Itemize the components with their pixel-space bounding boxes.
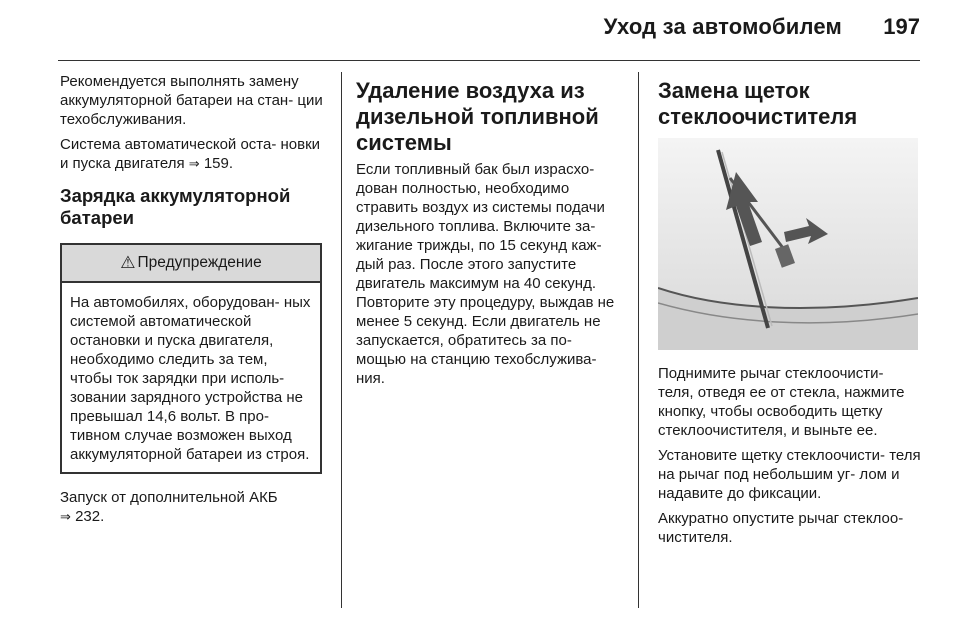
column-divider-1 — [341, 72, 342, 608]
header-divider — [58, 60, 920, 61]
wiper-lower-text: Аккуратно опустите рычаг стеклоо- чистителя. — [658, 510, 904, 546]
diesel-bleeding-heading: Удаление воздуха из дизельной топливной системы — [356, 78, 599, 155]
wiper-blade-illustration — [658, 138, 918, 350]
warning-triangle-icon: ⚠ — [120, 253, 136, 272]
page-header — [0, 0, 960, 62]
section-title: Уход за автомобилем — [603, 14, 842, 39]
page-number: 197 — [883, 14, 920, 39]
warning-header — [62, 245, 320, 283]
reference-arrow-icon: ⇒ — [60, 509, 71, 524]
jump-start-text: Запуск от дополнительной АКБ — [60, 489, 278, 506]
diesel-bleeding-text: Если топливный бак был израсхо- дован полностью, необходимо стравить воздух из системы подачи дизельного топлива. Включите за- жигание трижды, по 15 секунд каж- дый раз. После этого запустите двигатель максимум на 40 секунд. Повторите эту процедуру, выждав не менее 5 секунд. Если двигатель не запускается, обратитесь за по- мощью на станцию техобслужива- ния. — [356, 161, 615, 387]
start-stop-reference-text — [60, 135, 326, 173]
column-divider-2 — [638, 72, 639, 608]
column-middle — [356, 72, 624, 394]
wiper-blade-heading: Замена щеток стеклоочистителя — [658, 78, 858, 129]
start-stop-page-ref[interactable]: 159. — [203, 155, 234, 172]
reference-arrow-icon: ⇒ — [188, 156, 200, 171]
wiper-remove-text: Поднимите рычаг стеклоочисти- теля, отведя ее от стекла, нажмите кнопку, чтобы освободить щетку стеклоочистителя, и выньте ее. — [658, 365, 905, 439]
warning-box — [60, 243, 322, 474]
warning-title: Предупреждение — [137, 254, 262, 271]
battery-charging-heading: Зарядка аккумуляторной батареи — [60, 185, 291, 228]
start-stop-text: Система автоматической оста- новки и пуска двигателя — [60, 136, 321, 172]
jump-start-page-ref[interactable]: 232. — [75, 508, 105, 525]
warning-body: На автомобилях, оборудован- ных системой автоматической остановки и пуска двигателя, необходимо следить за тем, чтобы ток зарядки при исполь- зовании зарядного устройства не превышал 14,6 вольт. В про- тивном случае возможен выход аккумуляторной батареи из строя. — [70, 294, 311, 463]
battery-replacement-text: Рекомендуется выполнять замену аккумуляторной батареи на стан- ции техобслуживания. — [60, 73, 323, 128]
jump-start-reference-text — [60, 488, 326, 526]
column-right — [658, 72, 922, 553]
column-left — [60, 72, 326, 532]
wiper-install-text: Установите щетку стеклоочисти- теля на рычаг под небольшим уг- лом и надавите до фиксации. — [658, 447, 921, 502]
